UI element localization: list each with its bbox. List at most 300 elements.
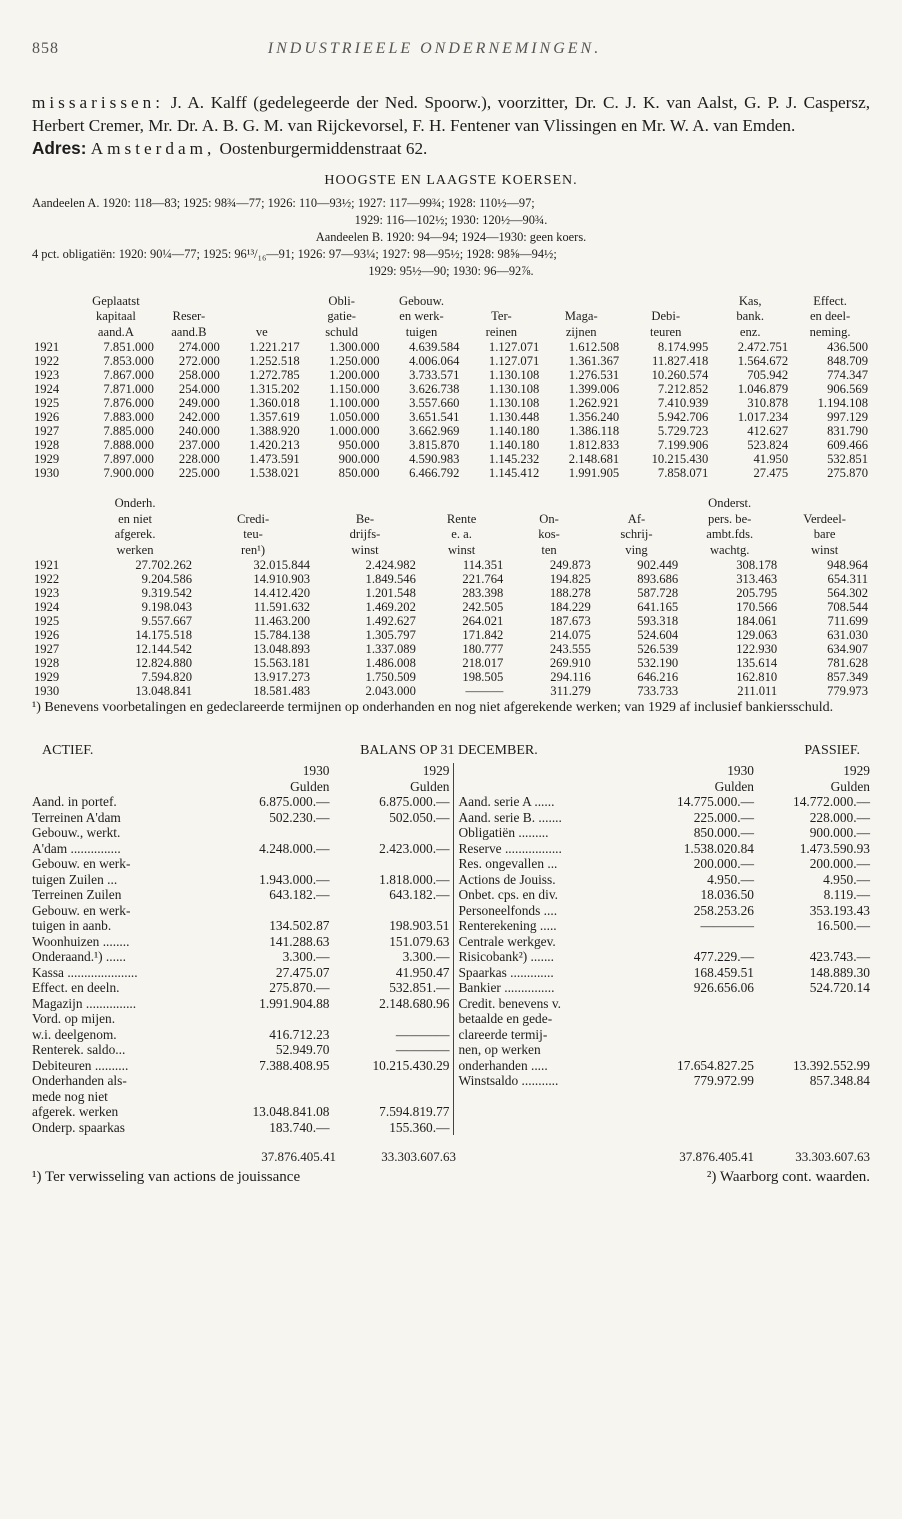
passief-currency1: Gulden [714, 778, 754, 794]
passief-year1: 1930 [727, 763, 754, 778]
balance-value-1929: 502.050.— [389, 809, 450, 825]
value-cell: 5.942.706 [657, 410, 709, 424]
balance-label: clareerde termij- [458, 1026, 548, 1042]
running-header [32, 40, 870, 58]
balance-value-1930: 27.475.07 [275, 964, 330, 980]
value-cell: 269.910 [549, 656, 591, 670]
table1-header-cell: teuren [649, 324, 682, 339]
year-cell: 1927 [34, 424, 60, 438]
table1-header-cell: Obli- [328, 293, 355, 308]
balance-value-1930: 1.538.020.84 [683, 840, 754, 856]
value-cell: 184.061 [736, 614, 778, 628]
value-cell: 1.130.108 [488, 396, 540, 410]
balance-label: mede nog niet [32, 1088, 108, 1104]
passief-row [458, 872, 870, 888]
table1-header-cell: Gebouw. [399, 293, 445, 308]
table1-header-cell [156, 294, 222, 310]
balance-value-1930: 7.388.408.95 [259, 1057, 330, 1073]
balance-value-1930: 850.000.— [693, 825, 754, 840]
value-cell: 27.702.262 [135, 558, 193, 572]
value-cell: 631.030 [827, 628, 868, 642]
koersen-heading: HOOGSTE EN LAAGSTE KOERSEN. [324, 172, 578, 188]
table2-header-cell: winst [447, 542, 476, 557]
table2-header-cell: Onderh. [114, 496, 156, 510]
table1-header-cell: Geplaatst [92, 293, 140, 308]
value-cell: 1.272.785 [249, 368, 300, 382]
value-cell: 7.900.000 [103, 466, 154, 480]
table2-header-cell: Be- [355, 511, 375, 526]
value-cell: 1.127.071 [488, 354, 540, 368]
table1-header-cell [621, 294, 710, 310]
value-cell: 10.260.574 [651, 368, 709, 382]
value-cell: 902.449 [637, 558, 679, 572]
table-row [32, 382, 870, 396]
balance-value-1929: 524.720.14 [809, 980, 870, 995]
balance-value-1930 [219, 1011, 329, 1027]
value-cell: 948.964 [827, 558, 868, 572]
balance-label: nen, op werken [458, 1042, 541, 1057]
table2-header-cell: ambt.fds. [706, 527, 754, 541]
balance-label: Res. ongevallen ... [458, 856, 558, 871]
value-cell: 2.043.000 [365, 684, 416, 698]
table2-header-cell: bare [813, 527, 836, 541]
balance-label: Debiteuren .......... [32, 1057, 129, 1073]
balance-label: Risicobank²) ....... [458, 949, 554, 964]
actief-row [32, 996, 449, 1012]
passief-row [458, 903, 870, 919]
value-cell: 708.544 [827, 600, 868, 614]
value-cell: 13.048.841 [135, 684, 193, 698]
value-cell: 1.388.920 [249, 424, 300, 438]
value-cell: 1.849.546 [365, 572, 416, 586]
actief-row [32, 841, 449, 857]
balance-value-1930 [636, 1027, 754, 1043]
table1-header-row [32, 294, 870, 310]
value-cell: 249.000 [178, 396, 220, 410]
value-cell: 1.150.000 [329, 382, 380, 396]
table-row [32, 354, 870, 368]
value-cell: 9.557.667 [141, 614, 193, 628]
value-cell: 122.930 [736, 642, 778, 656]
balance-value-1930: 168.459.51 [693, 964, 754, 980]
table1-header-cell: reinen [485, 324, 518, 339]
passief-row [458, 996, 870, 1012]
balance-value-1929: 3.300.— [402, 949, 450, 964]
value-cell: 950.000 [338, 438, 380, 452]
value-cell: 27.475 [753, 466, 789, 480]
value-cell: 7.858.071 [657, 466, 709, 480]
value-cell: 10.215.430 [651, 452, 709, 466]
year-cell: 1925 [34, 396, 60, 410]
balance-label: Onderp. spaarkas [32, 1119, 125, 1135]
balance-value-1929: 7.594.819.77 [379, 1104, 450, 1119]
table1-header-cell [222, 309, 302, 325]
passief-label: PASSIEF. [804, 743, 860, 758]
table-row [32, 340, 870, 354]
balance-value-1930 [636, 1011, 754, 1027]
table1-header-cell [32, 294, 76, 310]
value-cell: 1.130.108 [488, 368, 540, 382]
total-passief-1930: 37.876.405.41 [679, 1149, 754, 1164]
balance-value-1929 [329, 856, 449, 872]
value-cell: 237.000 [178, 438, 220, 452]
value-cell: 3.557.660 [409, 396, 460, 410]
value-cell: ——— [465, 684, 504, 698]
table-row [32, 670, 870, 684]
balance-value-1929: 228.000.— [809, 809, 870, 825]
balance-label: Gebouw. en werk- [32, 902, 131, 918]
value-cell: 1.420.213 [249, 438, 300, 452]
value-cell: 243.555 [549, 642, 591, 656]
table2-header-cell: winst [351, 542, 379, 557]
balance-heading [32, 743, 870, 759]
table1-header-cell: Maga- [564, 309, 598, 323]
footnote-1: ¹) Ter verwisseling van actions de jouissance [32, 1169, 301, 1185]
value-cell: 1.538.021 [249, 466, 300, 480]
actief-row [32, 794, 449, 810]
value-cell: 13.917.273 [253, 670, 311, 684]
balance-value-1929 [329, 1073, 449, 1089]
value-cell: 32.015.844 [253, 558, 311, 572]
passief-column [454, 763, 870, 1135]
table-row [32, 558, 870, 572]
balance-value-1929: 10.215.430.29 [372, 1057, 450, 1073]
passief-row [458, 794, 870, 810]
table2-header-cell: schrij- [620, 527, 653, 541]
value-cell: 14.910.903 [253, 572, 311, 586]
value-cell: 997.129 [827, 410, 868, 424]
value-cell: 1.399.006 [568, 382, 620, 396]
actief-row [32, 1120, 449, 1136]
balance-value-1929: 200.000.— [809, 856, 870, 871]
table2-header-cell: teu- [243, 527, 263, 541]
intro-lead: missarissen: [32, 93, 165, 112]
table-row [32, 684, 870, 698]
total-passief-1929: 33.303.607.63 [795, 1149, 870, 1164]
table2-header-cell [505, 496, 592, 512]
value-cell: 171.842 [462, 628, 504, 642]
table2-header-cell: en niet [118, 511, 152, 526]
balance-value-1929: 4.950.— [823, 871, 870, 887]
value-cell: 3.651.541 [409, 410, 460, 424]
value-cell: 1.305.797 [365, 628, 416, 642]
balance-value-1930: 275.870.— [269, 980, 330, 995]
table-row [32, 368, 870, 382]
table1-header-cell: aand.A [97, 324, 134, 339]
balance-value-1930: 779.972.99 [693, 1073, 754, 1088]
table-row [32, 396, 870, 410]
value-cell: 129.063 [736, 628, 778, 642]
balance-value-1929 [754, 1042, 870, 1058]
value-cell: 15.563.181 [253, 656, 311, 670]
year-cell: 1922 [34, 572, 60, 586]
value-cell: 221.764 [462, 572, 504, 586]
intro-paragraph [32, 92, 870, 137]
value-cell: 1.194.108 [817, 396, 868, 410]
actief-currency1: Gulden [290, 778, 330, 794]
balance-value-1930 [636, 1042, 754, 1058]
passief-row [458, 1011, 870, 1027]
value-cell: 774.347 [827, 368, 868, 382]
passief-row [458, 856, 870, 872]
balance-label: Woonhuizen ........ [32, 933, 130, 949]
koersen-a-line2: 1929: 116—102½; 1930: 120½—90¾. [354, 212, 548, 227]
value-cell: 205.795 [736, 586, 778, 600]
balance-value-1930: 643.182.— [269, 887, 330, 902]
table2-header-cell [32, 527, 76, 543]
value-cell: 609.466 [827, 438, 868, 452]
financial-table-2 [32, 496, 870, 698]
actief-row [32, 1058, 449, 1074]
table-row [32, 438, 870, 452]
balance-value-1929 [754, 1027, 870, 1043]
year-cell: 1924 [34, 600, 60, 614]
year-cell: 1930 [34, 684, 60, 698]
balance-label: Credit. benevens v. [458, 995, 561, 1011]
table1-header-cell: ve [255, 324, 268, 339]
table2-header-cell: Onderst. [708, 496, 752, 510]
value-cell: 3.815.870 [409, 438, 460, 452]
actief-row [32, 1011, 449, 1027]
table1-header-cell: zijnen [565, 324, 597, 339]
passief-row [458, 1042, 870, 1058]
value-cell: 1.252.518 [249, 354, 300, 368]
value-cell: 135.614 [736, 656, 778, 670]
balance-value-1929: 198.903.51 [389, 918, 450, 933]
balance-sheet [32, 743, 870, 1186]
value-cell: 850.000 [338, 466, 380, 480]
value-cell: 180.777 [462, 642, 504, 656]
actief-row [32, 965, 449, 981]
table2-header-cell [593, 496, 680, 512]
value-cell: 4.639.584 [409, 340, 460, 354]
document-page [32, 40, 870, 1186]
balance-footnotes [32, 1169, 870, 1186]
address-street: Oostenburgermiddenstraat 62. [219, 139, 428, 158]
value-cell: 225.000 [178, 466, 220, 480]
table2-header-row [32, 496, 870, 512]
value-cell: 272.000 [178, 354, 220, 368]
table1-header-cell [461, 294, 541, 310]
actief-row [32, 1073, 449, 1089]
value-cell: 906.569 [827, 382, 868, 396]
value-cell: 7.876.000 [103, 396, 154, 410]
value-cell: 7.888.000 [103, 438, 154, 452]
actief-column [32, 763, 454, 1135]
table1-header-cell [32, 325, 76, 341]
passief-currency2: Gulden [830, 778, 870, 794]
value-cell: 1.357.619 [249, 410, 300, 424]
table2-header-row [32, 512, 870, 528]
year-cell: 1924 [34, 382, 60, 396]
value-cell: 283.398 [462, 586, 504, 600]
value-cell: 1.473.591 [249, 452, 300, 466]
value-cell: 311.279 [550, 684, 591, 698]
balance-value-1930 [219, 856, 329, 872]
value-cell: 1.000.000 [329, 424, 380, 438]
balance-label: Aand. in portef. [32, 794, 117, 809]
value-cell: 11.591.632 [253, 600, 311, 614]
balance-label: Centrale werkgev. [458, 933, 556, 949]
balance-label: afgerek. werken [32, 1104, 119, 1119]
value-cell: 18.581.483 [253, 684, 311, 698]
year-cell: 1921 [34, 340, 60, 354]
value-cell: 6.466.792 [409, 466, 460, 480]
year-cell: 1928 [34, 438, 60, 452]
balance-value-1930 [219, 1073, 329, 1089]
passief-row [458, 980, 870, 996]
table1-header-cell: kapitaal [95, 309, 136, 323]
balance-label: Obligatiën ......... [458, 825, 549, 840]
balance-label: Terreinen Zuilen [32, 887, 122, 902]
value-cell: 1.250.000 [329, 354, 380, 368]
value-cell: 242.505 [462, 600, 504, 614]
balance-value-1929: 532.851.— [389, 980, 450, 995]
actief-row [32, 934, 449, 950]
value-cell: 1.991.905 [568, 466, 620, 480]
value-cell: 14.412.420 [253, 586, 311, 600]
value-cell: 7.883.000 [103, 410, 154, 424]
balance-label: Bankier ............... [458, 980, 555, 995]
balance-value-1930: 52.949.70 [275, 1042, 330, 1057]
year-cell: 1925 [34, 614, 60, 628]
table-row [32, 452, 870, 466]
value-cell: 7.867.000 [103, 368, 154, 382]
balance-label: Magazijn ............... [32, 995, 137, 1011]
table1-header-cell: aand.B [171, 324, 207, 339]
table1-header-row [32, 309, 870, 325]
value-cell: 634.907 [827, 642, 868, 656]
passief-row [458, 965, 870, 981]
value-cell: 274.000 [178, 340, 220, 354]
balance-value-1930 [219, 825, 329, 841]
table1-header-cell: en werk- [399, 309, 444, 323]
value-cell: 218.017 [462, 656, 504, 670]
balance-label: Aand. serie B. ....... [458, 809, 562, 825]
table2-header-cell [194, 496, 312, 512]
value-cell: 12.144.542 [135, 642, 193, 656]
table2-header-cell: wachtg. [709, 542, 750, 557]
table2-header-cell: drijfs- [349, 527, 381, 541]
value-cell: 7.594.820 [141, 670, 193, 684]
actief-row [32, 856, 449, 872]
value-cell: 1.360.018 [249, 396, 300, 410]
value-cell: 9.204.586 [141, 572, 193, 586]
balance-value-1930: 6.875.000.— [259, 794, 330, 809]
value-cell: 187.673 [549, 614, 591, 628]
balance-value-1930: 4.950.— [707, 871, 754, 887]
balance-value-1930: 141.288.63 [269, 933, 330, 949]
actief-row [32, 825, 449, 841]
table1-header-cell: schuld [325, 324, 359, 339]
value-cell: 242.000 [178, 410, 220, 424]
balance-value-1929 [754, 1011, 870, 1027]
koersen-obl-line2: 1929: 95½—90; 1930: 96—92⅞. [368, 263, 534, 278]
value-cell: 587.728 [637, 586, 679, 600]
table-row [32, 572, 870, 586]
year-cell: 1923 [34, 368, 60, 382]
table1-header-cell [541, 294, 621, 310]
actief-row [32, 810, 449, 826]
value-cell: 7.410.939 [657, 396, 709, 410]
value-cell: 308.178 [736, 558, 778, 572]
value-cell: 1.361.367 [568, 354, 620, 368]
table2-header-cell [32, 512, 76, 528]
value-cell: 593.318 [637, 614, 679, 628]
value-cell: 1.812.833 [568, 438, 620, 452]
year-cell: 1921 [34, 558, 60, 572]
passief-row [458, 841, 870, 857]
balance-value-1930 [219, 903, 329, 919]
koersen-a-line1: Aandeelen A. 1920: 118—83; 1925: 98¾—77; 1926: 110—93½; 1927: 117—99¾; 1928: 110½—97; [32, 195, 535, 210]
actief-currency2: Gulden [410, 778, 450, 794]
value-cell: 641.165 [637, 600, 679, 614]
actief-year2: 1929 [422, 763, 450, 778]
table-row [32, 628, 870, 642]
table1-header-cell: Reser- [172, 309, 206, 323]
value-cell: 1.337.089 [365, 642, 416, 656]
total-actief-1930: 37.876.405.41 [261, 1149, 336, 1164]
value-cell: 1.050.000 [329, 410, 380, 424]
table2-header-cell [32, 496, 76, 512]
table2-header-cell [418, 496, 505, 512]
value-cell: 1.100.000 [329, 396, 380, 410]
value-cell: 1.130.448 [488, 410, 540, 424]
balance-value-1930: 1.943.000.— [259, 871, 330, 887]
year-cell: 1922 [34, 354, 60, 368]
value-cell: 1.017.234 [737, 410, 789, 424]
table1-header-cell [32, 309, 76, 325]
value-cell: 11.827.418 [652, 354, 709, 368]
value-cell: 294.116 [550, 670, 591, 684]
balance-value-1930 [636, 996, 754, 1012]
page-number: 858 [32, 40, 59, 57]
balance-label: onderhanden ..... [458, 1057, 548, 1073]
balance-label: Gebouw., werkt. [32, 825, 121, 840]
value-cell: 1.140.180 [488, 424, 540, 438]
table2-header-row [32, 527, 870, 543]
balance-value-1929: 6.875.000.— [379, 794, 450, 809]
balance-value-1930 [636, 934, 754, 950]
actief-row [32, 1027, 449, 1043]
balance-value-1929: 857.348.84 [809, 1073, 870, 1088]
value-cell: 194.825 [549, 572, 591, 586]
year-cell: 1929 [34, 452, 60, 466]
intro-text: J. A. Kalff (gedelegeerde der Ned. Spoorw.), voorzitter, Dr. C. J. K. van Aalst, G. P. J. Caspersz, Herbert Cremer, Mr. Dr. A. B. G. M. van Rijckevorsel, F. H. Fentener van Vlissingen en Mr. W. A. van Emden. [32, 93, 871, 135]
table2-header-cell [779, 496, 870, 512]
value-cell: 3.662.969 [409, 424, 460, 438]
value-cell: 7.853.000 [103, 354, 154, 368]
value-cell: 8.174.995 [657, 340, 709, 354]
table-row [32, 410, 870, 424]
balance-title: BALANS OP 31 DECEMBER. [360, 743, 538, 758]
table2-header-cell: winst [810, 542, 839, 557]
balance-value-1929: 900.000.— [809, 825, 870, 840]
balance-label: A'dam ............... [32, 840, 121, 856]
year-cell: 1923 [34, 586, 60, 600]
balance-value-1930: 4.248.000.— [259, 840, 330, 856]
balance-label: Onderhanden als- [32, 1073, 127, 1088]
table1-header-cell: en deel- [809, 309, 851, 323]
value-cell: 114.351 [462, 558, 504, 572]
table2-header-cell: pers. be- [708, 511, 752, 526]
value-cell: 523.824 [747, 438, 789, 452]
balance-label: Vord. op mijen. [32, 1011, 116, 1026]
balance-value-1930: 225.000.— [693, 809, 754, 825]
value-cell: 1.145.232 [488, 452, 540, 466]
balance-label: Renterek. saldo... [32, 1042, 126, 1057]
value-cell: 184.229 [549, 600, 591, 614]
